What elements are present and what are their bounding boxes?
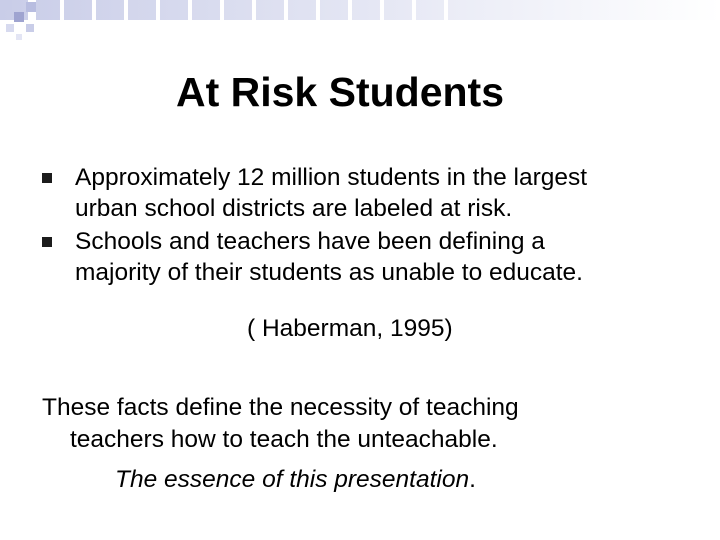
citation: ( Haberman, 1995)	[247, 315, 453, 342]
bullet-line: Approximately 12 million students in the largest	[75, 164, 588, 191]
bullet-line: Schools and teachers have been defining a	[75, 228, 545, 255]
bullet-item	[42, 162, 682, 224]
square-bullet-icon	[42, 173, 52, 183]
bullet-list	[42, 162, 682, 290]
checker-gradient-decoration	[0, 0, 720, 48]
slide-title: At Risk Students	[175, 69, 505, 115]
square-bullet-icon	[42, 237, 52, 247]
essence-text: The essence of this presentation	[115, 466, 470, 493]
conclusion-paragraph	[42, 392, 682, 456]
gradient-band	[0, 0, 720, 20]
bullet-item	[42, 226, 682, 288]
paragraph-line: teachers how to teach the unteachable.	[70, 426, 498, 453]
essence-period: .	[469, 466, 476, 493]
essence-line	[115, 464, 476, 496]
paragraph-line: These facts define the necessity of teaching	[42, 394, 519, 421]
bullet-line: urban school districts are labeled at risk.	[75, 195, 513, 222]
bullet-line: majority of their students as unable to educate.	[75, 259, 583, 286]
